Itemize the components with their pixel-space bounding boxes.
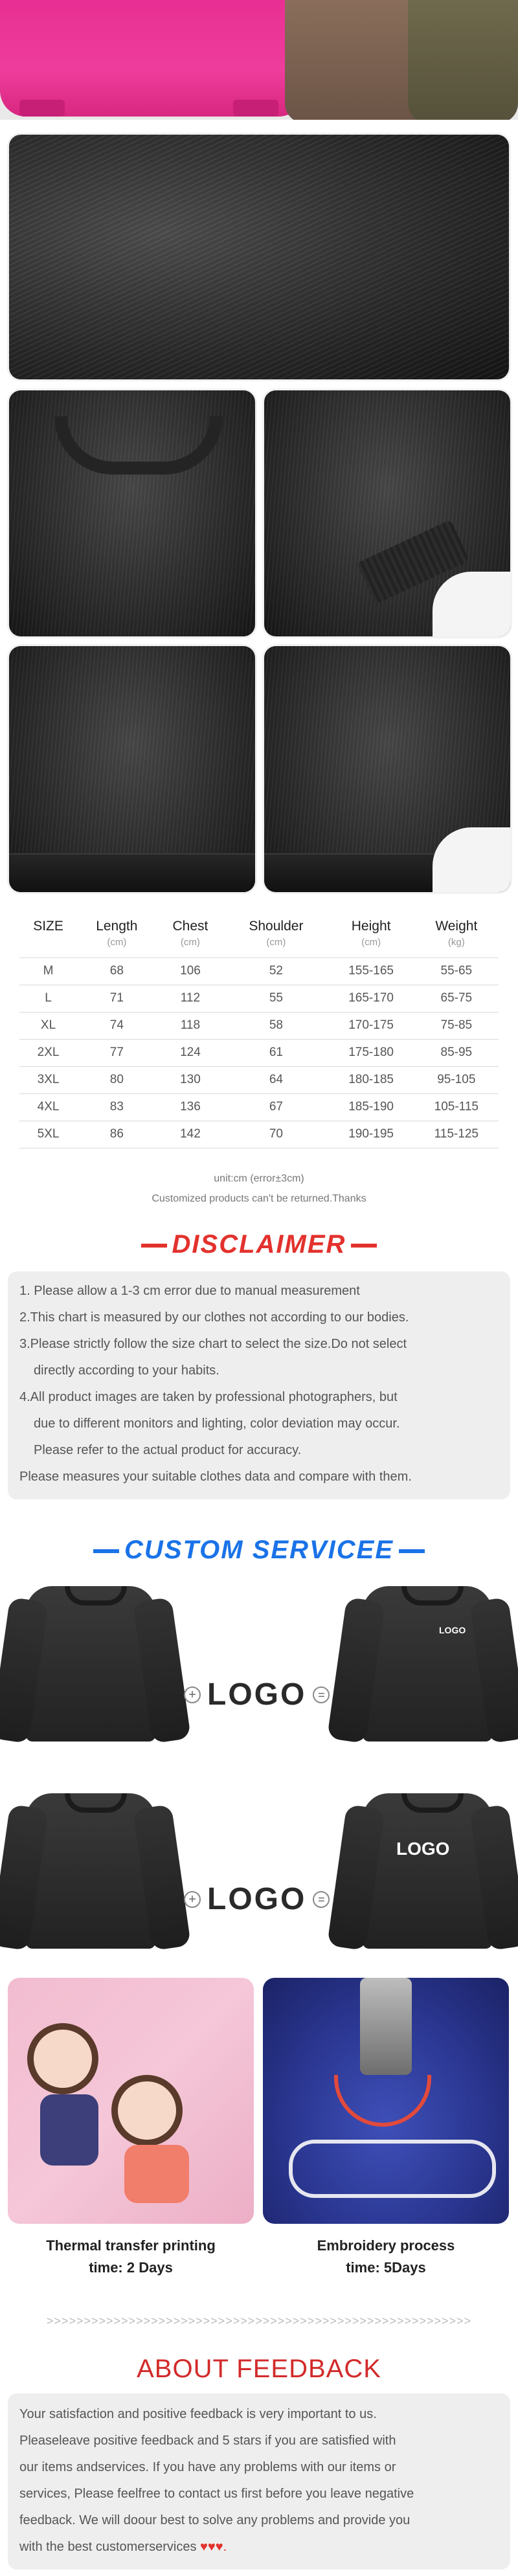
logo-sweatshirt-back [363,1793,492,1949]
top-shirt-photo [0,0,518,120]
return-note: Customized products can't be returned.Thanks [152,1193,366,1204]
size-cell: 185-190 [328,1093,414,1121]
size-cell: 75-85 [414,1012,499,1039]
length-column-header: Length (cm) [77,915,157,958]
sleeve-left [0,1597,49,1743]
size-cell: 85-95 [414,1039,499,1066]
thermal-caption-line2: time: 2 Days [89,2259,173,2276]
size-row-4xl [19,1093,499,1121]
disclaimer-line: directly according to your habits. [34,1363,220,1378]
size-cell: 95-105 [414,1066,499,1093]
feedback-line-last [19,2534,499,2560]
cartoon-boy-body [124,2145,189,2203]
size-column-header: SIZE [19,915,77,958]
feedback-line: feedback. We will doour best to solve any problems and provide you [19,2513,411,2527]
size-cell: 71 [77,985,157,1012]
logo-sweatshirt-front [363,1586,492,1742]
size-chart-body [19,958,499,1148]
sleeve-right [469,1804,518,1951]
size-cell: 170-175 [328,1012,414,1039]
feedback-line: Pleaseleave positive feedback and 5 stars if you are satisfied with [19,2434,396,2448]
size-cell: 180-185 [328,1066,414,1093]
background-corner [433,827,510,892]
cartoon-boy-head [111,2075,183,2146]
disclaimer-line: 1. Please allow a 1-3 cm error due to manual measurement [19,1284,360,1298]
shoulder-column-header: Shoulder (cm) [224,915,328,958]
disclaimer-line: 3.Please strictly follow the size chart to select the size.Do not select [19,1337,407,1351]
size-cell: 61 [224,1039,328,1066]
embroidered-trident [334,2075,431,2127]
size-chart-table [19,915,499,1148]
size-cell: 112 [157,985,225,1012]
hem-detail-photo [9,646,255,892]
title-bar-left [141,1244,167,1248]
pink-shirt-cuff-right [233,100,278,117]
size-row-3xl [19,1066,499,1093]
size-cell: 58 [224,1012,328,1039]
pink-shirt-image [0,0,304,117]
cuff-detail-photo [264,390,510,636]
sleeve-right [133,1804,191,1951]
custom-service-title [0,1536,518,1565]
size-cell: 106 [157,958,225,985]
sleeve-hem-detail-photo [264,646,510,892]
size-cell: 68 [77,958,157,985]
size-cell: 142 [157,1121,225,1148]
disclaimer-panel [8,1271,510,1499]
size-cell: 64 [224,1066,328,1093]
disclaimer-title [0,1230,518,1259]
chest-column-header: Chest (cm) [157,915,225,958]
feedback-line: Your satisfaction and positive feedback is very important to us. [19,2407,377,2421]
custom-service-title-text: CUSTOM SERVICEE [124,1536,394,1564]
weight-column-header: Weight (kg) [414,915,499,958]
cartoon-girl-body [40,2094,98,2166]
logo-row-2 [184,1881,330,1917]
embroidered-lettering [289,2140,496,2198]
title-bar-right [399,1549,425,1553]
equals-icon: = [313,1891,330,1908]
height-column-header: Height (cm) [328,915,414,958]
size-cell: 77 [77,1039,157,1066]
feedback-panel [8,2393,510,2570]
size-row-m [19,958,499,985]
size-cell: 5XL [19,1121,77,1148]
plain-sweatshirt-front [26,1586,155,1742]
olive-shirt-image [408,0,518,120]
sleeve-right [133,1597,191,1743]
size-cell: 105-115 [414,1093,499,1121]
size-cell: 175-180 [328,1039,414,1066]
size-cell: L [19,985,77,1012]
size-cell: 70 [224,1121,328,1148]
plain-sweatshirt-back [26,1793,155,1949]
embroidery-photo [263,1978,509,2224]
plus-icon: + [184,1686,201,1703]
size-cell: 55-65 [414,958,499,985]
disclaimer-line: due to different monitors and lighting, color deviation may occur. [34,1417,400,1431]
size-cell: 86 [77,1121,157,1148]
sleeve-left [327,1804,385,1951]
size-chart-header-row [19,915,499,958]
small-chest-logo: LOGO [439,1625,466,1635]
pink-shirt-cuff-left [19,100,65,117]
size-cell: 67 [224,1093,328,1121]
size-cell: 2XL [19,1039,77,1066]
size-cell: 155-165 [328,958,414,985]
embroidery-caption [263,2235,509,2279]
disclaimer-line: 4.All product images are taken by professional photographers, but [19,1390,398,1404]
size-cell: 115-125 [414,1121,499,1148]
size-cell: 74 [77,1012,157,1039]
disclaimer-line: 2.This chart is measured by our clothes not according to our bodies. [19,1310,409,1325]
title-bar-left [93,1549,119,1553]
unit-note: unit:cm (error±3cm) [214,1173,304,1184]
embroidery-caption-line1: Embroidery process [317,2237,455,2254]
size-cell: 124 [157,1039,225,1066]
size-cell: 190-195 [328,1121,414,1148]
size-cell: M [19,958,77,985]
size-cell: 4XL [19,1093,77,1121]
size-cell: 83 [77,1093,157,1121]
machine-needle [360,1978,412,2075]
logo-row-1 [184,1677,330,1712]
feedback-line: our items andservices. If you have any problems with our items or [19,2460,396,2474]
disclaimer-line: Please measures your suitable clothes data and compare with them. [19,1470,412,1484]
sleeve-left [327,1597,385,1743]
sleeve-right [469,1597,518,1743]
feedback-line-text: with the best customerservices [19,2540,197,2554]
size-cell: 3XL [19,1066,77,1093]
sleeve-left [0,1804,49,1951]
size-row-2xl [19,1039,499,1066]
size-row-xl [19,1012,499,1039]
thermal-caption [8,2235,254,2279]
chevron-divider: >>>>>>>>>>>>>>>>>>>>>>>>>>>>>>>>>>>>>>>>>>>>>>>>>>>>>>>>> [46,2314,472,2327]
thermal-transfer-photo [8,1978,254,2224]
size-cell: 136 [157,1093,225,1121]
size-cell: 52 [224,958,328,985]
embroidery-caption-line2: time: 5Days [346,2259,426,2276]
feedback-line: services, Please feelfree to contact us first before you leave negative [19,2487,414,2501]
disclaimer-title-text: DISCLAIMER [172,1230,346,1259]
size-cell: 130 [157,1066,225,1093]
logo-placeholder-text: LOGO [207,1677,307,1712]
feedback-title: ABOUT FEEDBACK [137,2355,381,2383]
plus-icon: + [184,1891,201,1908]
size-cell: 118 [157,1012,225,1039]
size-cell: 65-75 [414,985,499,1012]
large-back-logo: LOGO [396,1839,450,1859]
title-bar-right [351,1244,377,1248]
size-row-5xl [19,1121,499,1148]
equals-icon: = [313,1686,330,1703]
collar-shape [54,416,223,475]
size-cell: 80 [77,1066,157,1093]
size-row-l [19,985,499,1012]
size-cell: 165-170 [328,985,414,1012]
cartoon-girl-head [27,2023,98,2094]
hem-shape [9,853,255,892]
hearts-icon: ♥♥♥. [200,2540,227,2554]
fabric-closeup-photo [9,135,509,379]
logo-placeholder-text: LOGO [207,1882,307,1916]
disclaimer-line: Please refer to the actual product for accuracy. [34,1443,302,1457]
collar-detail-photo [9,390,255,636]
size-cell: XL [19,1012,77,1039]
thermal-caption-line1: Thermal transfer printing [46,2237,216,2254]
background-corner [433,572,510,636]
size-cell: 55 [224,985,328,1012]
